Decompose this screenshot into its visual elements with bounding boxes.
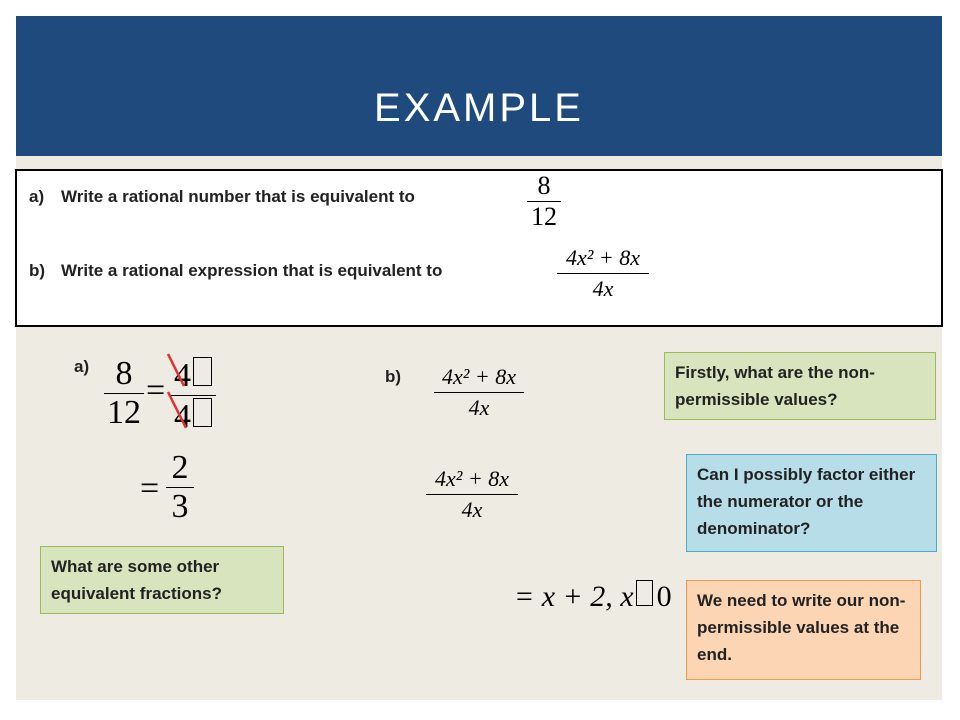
strike-line-bottom	[168, 392, 186, 428]
work-b-frac1-numerator: 4x² + 8x	[442, 364, 516, 389]
missing-glyph-box	[636, 580, 653, 606]
work-b-label: b)	[385, 367, 402, 386]
question-a-label: a)	[29, 187, 45, 206]
work-a-left-numerator: 8	[115, 355, 133, 392]
work-a-left-denominator: 12	[107, 394, 141, 431]
question-b	[29, 261, 442, 281]
work-a-result-numerator: 2	[171, 449, 189, 486]
question-b-text: Write a rational expression that is equivalent to	[61, 261, 443, 280]
strike-line-top	[168, 354, 184, 386]
question-a-text: Write a rational number that is equivalent to	[61, 187, 415, 206]
work-b-fraction-2	[426, 466, 518, 523]
note-write-end: We need to write our non-permissible values at the end.	[686, 580, 921, 680]
work-a-right-denominator: 4	[174, 398, 191, 436]
work-b-frac1-denominator: 4x	[468, 395, 490, 420]
equals-sign: =	[140, 470, 160, 507]
question-a-fraction	[527, 173, 561, 230]
question-box	[15, 169, 943, 327]
work-a-right-numerator: 4	[174, 357, 191, 395]
slide-title: EXAMPLE	[374, 86, 584, 130]
question-a-numerator: 8	[537, 171, 551, 200]
strike-marks	[160, 350, 200, 430]
question-b-denominator: 4x	[592, 276, 614, 301]
note-nonpermissible: Firstly, what are the non-permissible values?	[664, 352, 936, 420]
work-b-result	[514, 580, 672, 614]
question-b-fraction	[557, 245, 649, 302]
question-a-denominator: 12	[531, 202, 557, 231]
work-a-fraction-left	[104, 357, 144, 430]
work-b-result-zero: 0	[656, 580, 672, 613]
work-b-frac2-denominator: 4x	[461, 497, 483, 522]
header-banner	[16, 16, 942, 156]
work-a-label: a)	[74, 357, 90, 376]
work-a-result-denominator: 3	[171, 488, 189, 525]
work-b-fraction-1	[434, 364, 524, 421]
equals-sign: =	[146, 372, 166, 409]
work-a-result-fraction	[166, 451, 194, 524]
work-b-frac2-numerator: 4x² + 8x	[435, 466, 509, 491]
question-a	[29, 187, 415, 207]
note-other-fractions: What are some other equivalent fractions?	[40, 546, 284, 614]
question-b-label: b)	[29, 261, 46, 280]
question-b-numerator: 4x² + 8x	[566, 245, 640, 270]
note-factor: Can I possibly factor either the numerator or the denominator?	[686, 454, 937, 552]
work-b-result-text: = x + 2, x	[514, 580, 634, 613]
